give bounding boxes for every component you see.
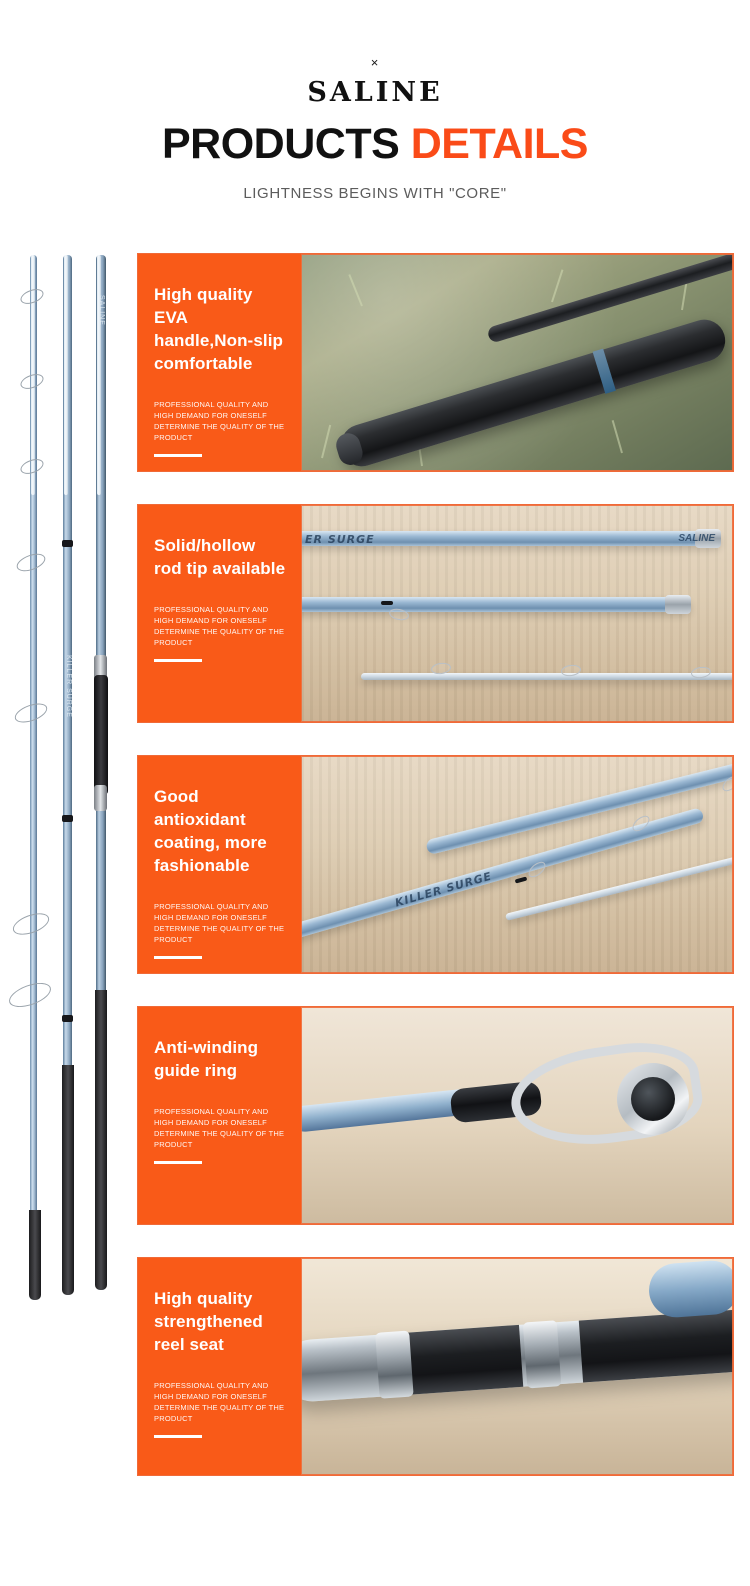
rod-print: KILLER SURGE <box>393 869 494 910</box>
divider-bar <box>154 659 202 662</box>
page-title-accent: DETAILS <box>410 120 588 168</box>
guide-ring-inner <box>631 1077 675 1121</box>
eva-grip <box>399 1325 523 1395</box>
ferrule-collar <box>94 785 107 811</box>
card-title: Anti-winding guide ring <box>154 1038 259 1080</box>
brand-mark: × <box>370 55 380 70</box>
card-photo-guide-ring <box>301 1007 733 1224</box>
card-text-panel <box>138 254 301 471</box>
page-title <box>0 120 750 169</box>
card-photo-reel-seat <box>301 1258 733 1475</box>
card-subtext: PROFESSIONAL QUALITY AND HIGH DEMAND FOR ONESELF DETERMINE THE QUALITY OF THE PRODUCT <box>154 1381 285 1423</box>
rod-blank-1 <box>30 255 37 1300</box>
blue-band <box>593 349 616 394</box>
card-text-panel <box>138 1258 301 1475</box>
rod-blank-3 <box>96 255 106 1290</box>
feature-card[interactable] <box>137 1006 734 1225</box>
eva-grip <box>579 1308 733 1382</box>
rod-butt <box>62 1065 74 1295</box>
locking-nut <box>523 1320 562 1388</box>
card-photo-eva-handle <box>301 254 733 471</box>
feature-card-list <box>137 253 734 1476</box>
reel-seat-tube <box>301 1303 733 1404</box>
eva-handle <box>336 314 731 471</box>
rod-tip-section <box>505 834 733 921</box>
card-photo-rod-sections <box>301 505 733 722</box>
card-subtext: PROFESSIONAL QUALITY AND HIGH DEMAND FOR ONESELF DETERMINE THE QUALITY OF THE PRODUCT <box>154 1107 285 1149</box>
page-header <box>0 0 750 202</box>
reel-seat <box>94 675 108 795</box>
feature-card[interactable] <box>137 755 734 974</box>
card-title: Solid/hollow rod tip available <box>154 536 286 578</box>
card-title: Good antioxidant coating, more fashionable <box>154 787 267 875</box>
card-subtext: PROFESSIONAL QUALITY AND HIGH DEMAND FOR ONESELF DETERMINE THE QUALITY OF THE PRODUCT <box>154 902 285 944</box>
guide-foot <box>381 601 393 605</box>
card-text-panel <box>138 756 301 973</box>
rod-label: SALINE <box>98 295 105 326</box>
brand-name: SALINE <box>307 77 443 108</box>
guide-ring-icon <box>14 550 47 574</box>
guide-ring-icon <box>12 700 49 727</box>
page-subtitle: LIGHTNESS BEGINS WITH "CORE" <box>243 185 507 202</box>
page-title-main: PRODUCTS <box>162 120 411 168</box>
blue-blank-end <box>647 1259 733 1319</box>
thread-wrap <box>62 815 73 822</box>
locking-nut <box>375 1331 414 1399</box>
rod-butt <box>95 990 107 1290</box>
card-text-panel <box>138 1007 301 1224</box>
card-subtext: PROFESSIONAL QUALITY AND HIGH DEMAND FOR ONESELF DETERMINE THE QUALITY OF THE PRODUCT <box>154 605 285 647</box>
rod-butt <box>29 1210 41 1300</box>
butt-cap <box>333 430 365 468</box>
rod-print: ER SURGE <box>305 533 375 546</box>
guide-ring-icon <box>6 978 54 1012</box>
rod-blank-2 <box>63 255 72 1295</box>
rod-tip-section <box>361 673 733 680</box>
rod-label: KILLER SURGE <box>65 655 72 718</box>
divider-bar <box>154 1161 202 1164</box>
guide-foot <box>515 876 528 883</box>
feature-card[interactable] <box>137 1257 734 1476</box>
card-photo-coating <box>301 756 733 973</box>
divider-bar <box>154 454 202 457</box>
rod-section <box>301 531 721 546</box>
rod-illustration <box>0 255 135 1315</box>
guide-ring-icon <box>10 909 52 939</box>
divider-bar <box>154 1435 202 1438</box>
rod-tip <box>64 255 68 495</box>
card-title: High quality strengthened reel seat <box>154 1289 263 1354</box>
rod-section <box>301 597 691 612</box>
rod-brand-print: SALINE <box>678 533 715 544</box>
thread-wrap <box>62 540 73 547</box>
rod-section <box>425 756 733 855</box>
divider-bar <box>154 956 202 959</box>
feature-card[interactable] <box>137 253 734 472</box>
card-subtext: PROFESSIONAL QUALITY AND HIGH DEMAND FOR ONESELF DETERMINE THE QUALITY OF THE PRODUCT <box>154 400 285 442</box>
card-title: High quality EVA handle,Non-slip comfortable <box>154 285 283 373</box>
feature-card[interactable] <box>137 504 734 723</box>
card-text-panel <box>138 505 301 722</box>
thread-wrap <box>62 1015 73 1022</box>
ferrule <box>665 595 691 614</box>
